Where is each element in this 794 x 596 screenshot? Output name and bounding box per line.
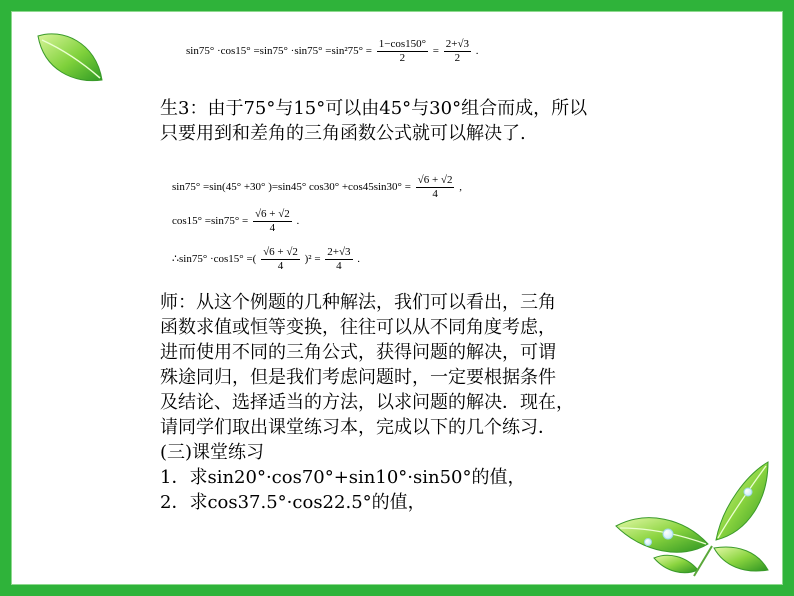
paragraph-line: 进而使用不同的三角公式，获得问题的解决，可谓	[160, 342, 556, 363]
fraction-denominator: 4	[277, 260, 284, 272]
period: .	[296, 215, 300, 228]
leaves-icon-bottom-right	[598, 452, 773, 580]
period: .	[475, 45, 479, 58]
leaf-icon-top-left	[34, 28, 106, 86]
equals-sign: =	[432, 45, 439, 58]
squared-equals: )² =	[304, 253, 321, 266]
equation-cos15	[172, 208, 299, 235]
fraction-denominator: 2	[454, 52, 461, 64]
paragraph-line: 只要用到和差角的三角函数公式就可以解决了.	[160, 123, 526, 144]
paragraph-line: 及结论、选择适当的方法，以求问题的解决．现在，	[160, 392, 574, 413]
comma: ,	[459, 181, 462, 194]
teacher-paragraph	[160, 290, 574, 515]
exercise-item: 1．求sin20°·cos70°+sin10°·sin50°的值，	[160, 467, 526, 488]
fraction-numerator: 1−cos150°	[378, 38, 427, 50]
fraction-denominator: 4	[432, 188, 438, 200]
fraction	[325, 246, 352, 273]
fraction-numerator: √6 + √2	[417, 174, 453, 186]
fraction-numerator: 2+√3	[327, 246, 351, 258]
equation-text: sin75° =sin(45° +30° )=sin45° cos30° +cos45sin30° =	[172, 181, 411, 194]
fraction-denominator: 2	[399, 52, 406, 64]
fraction-numerator: √6 + √2	[254, 208, 290, 220]
paragraph-line: 请同学们取出课堂练习本，完成以下的几个练习．	[160, 417, 556, 438]
paragraph-line: 师：从这个例题的几种解法，我们可以看出，三角	[160, 292, 556, 313]
student3-paragraph	[160, 96, 587, 146]
period: .	[357, 253, 361, 266]
equation-sin75-expansion	[172, 174, 462, 201]
fraction	[377, 38, 428, 65]
fraction-denominator: 4	[336, 260, 342, 272]
section-heading: (三)课堂练习	[160, 442, 265, 463]
fraction	[261, 246, 300, 273]
equation-text: ∴sin75° ·cos15° =(	[172, 253, 257, 266]
equation-therefore	[172, 246, 360, 273]
paragraph-line: 生3：由于75°与15°可以由45°与30°组合而成，所以	[160, 98, 588, 119]
fraction	[444, 38, 471, 65]
fraction	[253, 208, 292, 235]
fraction-denominator: 4	[269, 222, 276, 234]
equation-text: cos15° =sin75° =	[172, 215, 249, 228]
equation-sin75-cos15	[186, 38, 478, 65]
exercise-item: 2．求cos37.5°·cos22.5°的值，	[160, 492, 426, 513]
paragraph-line: 殊途同归，但是我们考虑问题时，一定要根据条件	[160, 367, 556, 388]
fraction-numerator: √6 + √2	[263, 246, 298, 258]
paragraph-line: 函数求值或恒等变换，往往可以从不同角度考虑，	[160, 317, 556, 338]
fraction	[416, 174, 455, 201]
fraction-numerator: 2+√3	[445, 38, 469, 50]
equation-text: sin75° ·cos15° =sin75° ·sin75° =sin²75° =	[186, 45, 372, 58]
